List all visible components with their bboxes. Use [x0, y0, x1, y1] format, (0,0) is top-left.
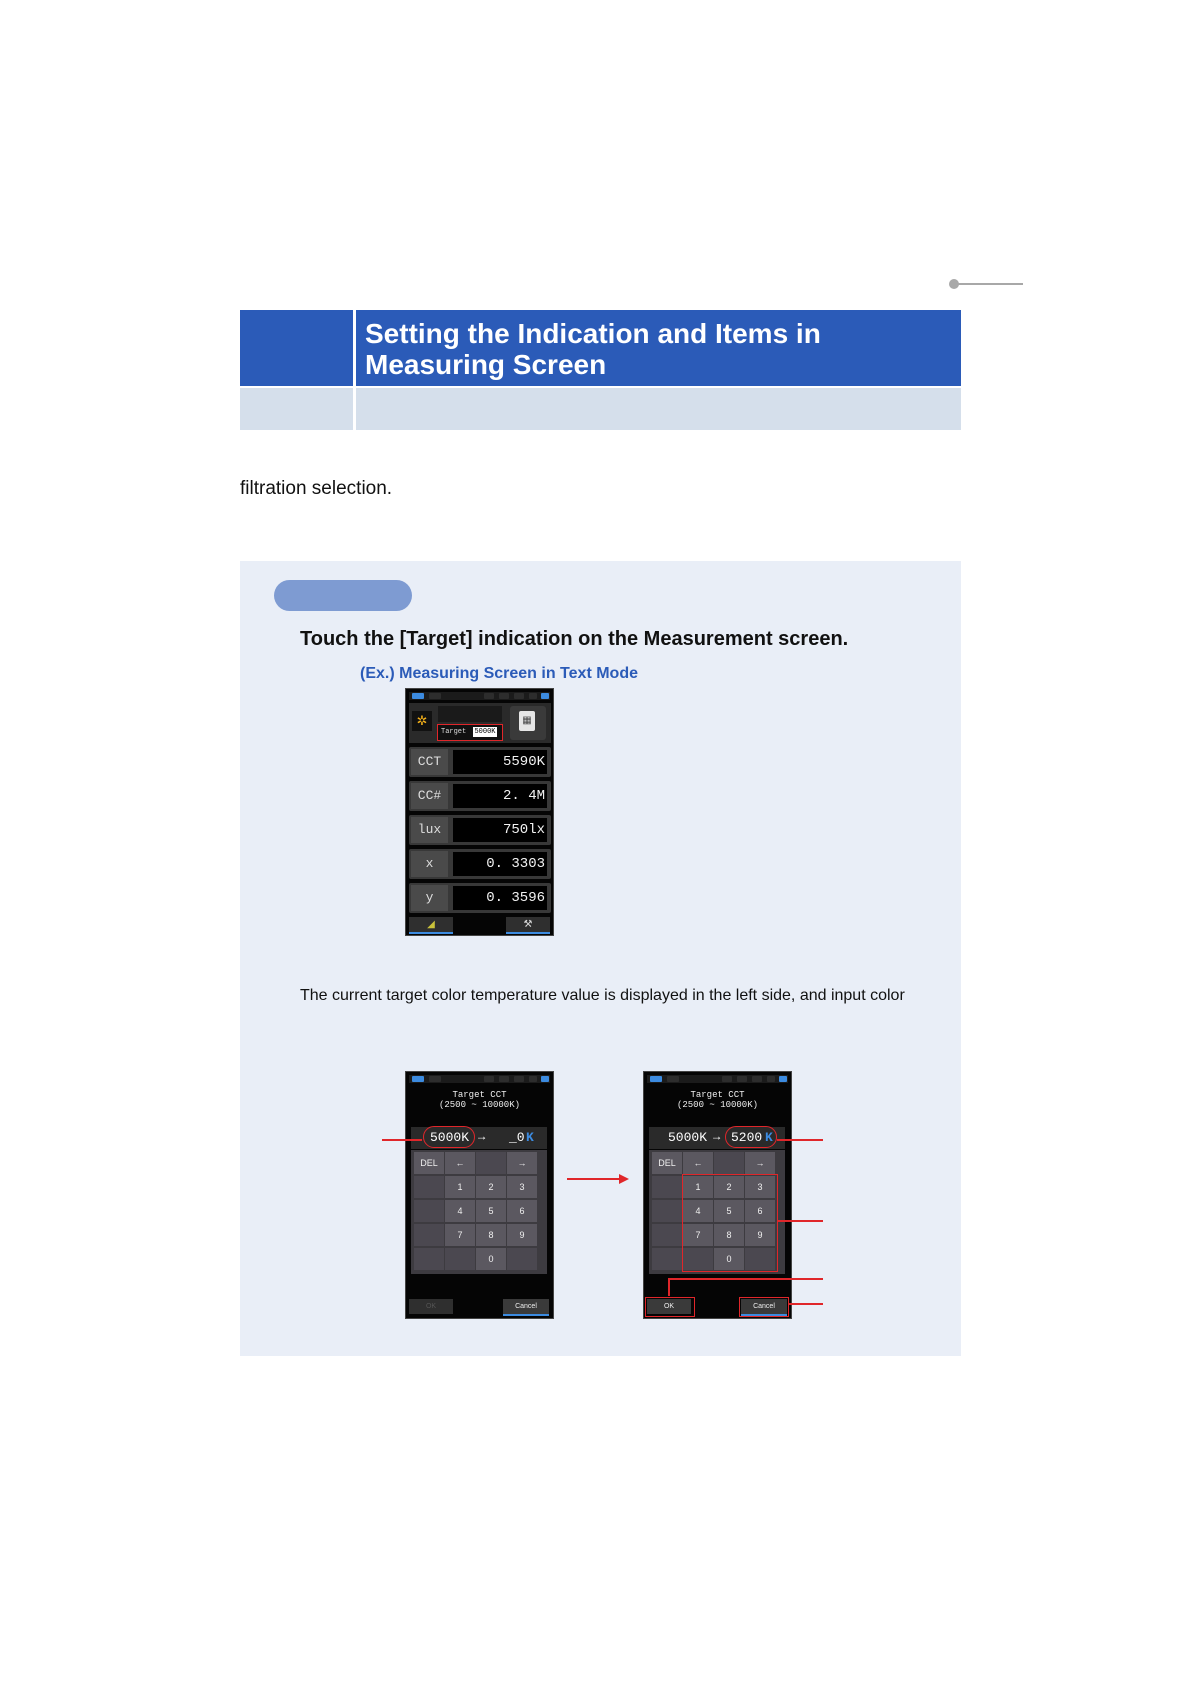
input-range: (2500 ~ 10000K) [676, 1100, 758, 1110]
key-1[interactable]: 1 [683, 1176, 713, 1198]
cancel-highlight [739, 1297, 789, 1317]
del-key[interactable]: DEL [414, 1152, 444, 1174]
key-8[interactable]: 8 [476, 1224, 506, 1246]
right-key[interactable]: → [507, 1152, 537, 1174]
input-screen-before: Target CCT (2500 ~ 10000K) 5000K → _0 K DEL ← → 1 2 3 4 5 6 7 8 9 0 OK Cancel [405, 1071, 554, 1319]
measuring-screen [405, 688, 554, 936]
key-3[interactable]: 3 [745, 1176, 775, 1198]
step-instruction: Touch the [Target] indication on the Measurement screen. [300, 628, 849, 650]
entry-value: 5200 [731, 1130, 763, 1145]
callout-line-ok [668, 1278, 823, 1280]
callout-line-ok-vertical [668, 1278, 670, 1296]
current-value: 5000K [430, 1130, 470, 1145]
key-4[interactable]: 4 [445, 1200, 475, 1222]
mode-button[interactable]: ◢ [409, 917, 453, 934]
current-value: 5000K [668, 1130, 708, 1145]
key-2[interactable]: 2 [476, 1176, 506, 1198]
row-lux: lux 750lx [409, 815, 551, 845]
page-marker-line [953, 283, 1023, 285]
key-2[interactable]: 2 [714, 1176, 744, 1198]
page-marker-dot [949, 279, 959, 289]
transition-arrow [567, 1178, 627, 1180]
status-bar [409, 692, 550, 700]
example-caption: (Ex.) Measuring Screen in Text Mode [360, 665, 638, 682]
key-9[interactable]: 9 [507, 1224, 537, 1246]
key-1[interactable]: 1 [445, 1176, 475, 1198]
right-key[interactable]: → [745, 1152, 775, 1174]
key-6[interactable]: 6 [507, 1200, 537, 1222]
entry-value: _0 [509, 1130, 525, 1145]
del-key[interactable]: DEL [652, 1152, 682, 1174]
key-8[interactable]: 8 [714, 1224, 744, 1246]
key-7[interactable]: 7 [683, 1224, 713, 1246]
key-5[interactable]: 5 [476, 1200, 506, 1222]
input-title: Target CCT [690, 1090, 745, 1100]
value-cc: 2. 4M [453, 784, 547, 808]
input-range: (2500 ~ 10000K) [438, 1100, 520, 1110]
numeric-keys-highlight [682, 1174, 778, 1272]
input-title: Target CCT [452, 1090, 507, 1100]
left-key[interactable]: ← [445, 1152, 475, 1174]
note-text: The current target color temperature value is displayed in the left side, and input color [300, 987, 905, 1004]
ok-button[interactable]: OK [409, 1299, 453, 1314]
page-title: Setting the Indication and Items in Measuring Screen [365, 318, 821, 380]
key-5[interactable]: 5 [714, 1200, 744, 1222]
value-cct: 5590K [453, 750, 547, 774]
key-0[interactable]: 0 [714, 1248, 744, 1270]
intro-text: filtration selection. [240, 478, 393, 499]
target-label: Target [441, 728, 467, 736]
input-screen-after: Target CCT (2500 ~ 10000K) 5000K → 5200 K DEL ← → 1 2 3 4 5 6 7 8 9 0 OK Cancel [643, 1071, 792, 1319]
key-7[interactable]: 7 [445, 1224, 475, 1246]
light-source-button[interactable]: ✲ [412, 711, 432, 731]
row-y: y 0. 3596 [409, 883, 551, 913]
left-key[interactable]: ← [683, 1152, 713, 1174]
header-sub-bar [356, 388, 961, 430]
key-0[interactable]: 0 [476, 1248, 506, 1270]
cancel-button[interactable]: Cancel [503, 1299, 549, 1316]
cancel-button[interactable]: Cancel [741, 1299, 787, 1316]
callout-line-cancel [789, 1303, 823, 1305]
wrench-icon: ⚒ [523, 919, 533, 930]
ok-button[interactable]: OK [647, 1299, 691, 1314]
ok-highlight [645, 1297, 695, 1317]
row-cct: CCT 5590K [409, 747, 551, 777]
target-highlight [437, 724, 503, 741]
header-left-block [240, 310, 353, 386]
value-y: 0. 3596 [453, 886, 547, 910]
keypad [411, 1150, 547, 1274]
row-x: x 0. 3303 [409, 849, 551, 879]
value-lux: 750lx [453, 818, 547, 842]
value-x: 0. 3303 [453, 852, 547, 876]
transition-arrowhead [619, 1174, 629, 1184]
key-9[interactable]: 9 [745, 1224, 775, 1246]
callout-line-keys [778, 1220, 823, 1222]
current-value-highlight [423, 1126, 475, 1148]
memory-button[interactable] [510, 706, 546, 740]
row-cc: CC# 2. 4M [409, 781, 551, 811]
key-4[interactable]: 4 [683, 1200, 713, 1222]
target-value: 5000K [474, 728, 496, 736]
header-sub-left [240, 388, 353, 430]
step-badge [274, 580, 412, 611]
key-6[interactable]: 6 [745, 1200, 775, 1222]
entry-value-highlight [725, 1126, 777, 1148]
callout-line-current [382, 1139, 422, 1141]
callout-line-entry [777, 1139, 823, 1141]
memory-icon: ▦ [519, 711, 535, 731]
key-3[interactable]: 3 [507, 1176, 537, 1198]
settings-button[interactable] [506, 917, 550, 934]
